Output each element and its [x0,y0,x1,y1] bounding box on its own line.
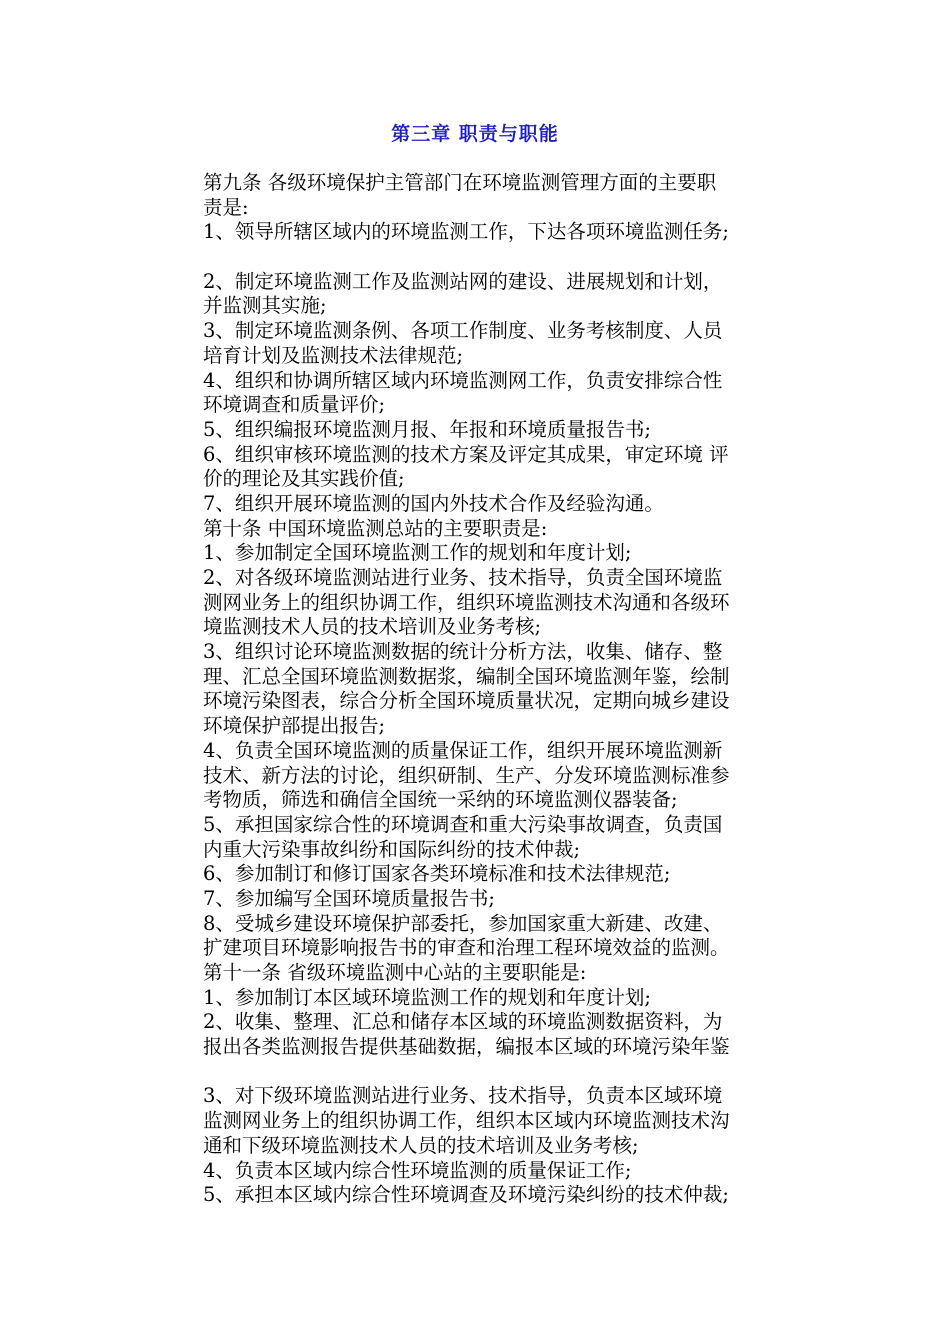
text-line: 1、领导所辖区域内的环境监测工作，下达各项环境监测任务; [203,220,729,244]
text-line: 3、对下级环境监测站进行业务、技术指导，负责本区域环境 [203,1084,723,1108]
text-line: 报出各类监测报告提供基础数据，编报本区域的环境污染年鉴 [203,1035,730,1059]
text-line: 价的理论及其实践价值; [203,467,405,491]
text-line: 4、组织和协调所辖区域内环境监测网工作，负责安排综合性 [203,368,723,392]
text-line: 2、制定环境监测工作及监测站网的建设、进展规划和计划， [203,269,723,293]
text-line: 并监测其实施; [203,294,327,318]
text-line: 测网业务上的组织协调工作，组织环境监测技术沟通和各级环 [203,590,730,614]
text-line: 环境污染图表，综合分析全国环境质量状况，定期向城乡建设 [203,689,730,713]
text-line: 6、参加制订和修订国家各类环境标准和技术法律规范; [203,862,671,886]
text-line: 7、参加编写全国环境质量报告书; [203,886,495,910]
text-line: 技术、新方法的讨论，组织研制、生产、分发环境监测标准参 [203,763,730,787]
text-line: 扩建项目环境影响报告书的审查和治理工程环境效益的监测。 [203,936,730,960]
text-line: 考物质，筛选和确信全国统一采纳的环境监测仪器装备; [203,788,678,812]
blank-line [203,1060,833,1085]
text-line: 8、受城乡建设环境保护部委托，参加国家重大新建、改建、 [203,911,723,935]
text-line: 4、负责本区域内综合性环境监测的质量保证工作; [203,1158,632,1182]
text-line: 5、承担本区域内综合性环境调查及环境污染纠纷的技术仲裁; [203,1183,729,1207]
body-text [203,171,833,1208]
text-line: 3、制定环境监测条例、各项工作制度、业务考核制度、人员 [203,319,723,343]
text-line: 通和下级环境监测技术人员的技术培训及业务考核; [203,1133,639,1157]
text-line: 境监测技术人员的技术培训及业务考核; [203,615,542,639]
text-line: 1、参加制订本区域环境监测工作的规划和年度计划; [203,985,651,1009]
text-line: 3、组织讨论环境监测数据的统计分析方法，收集、储存、整 [203,640,723,664]
text-line: 第九条 各级环境保护主管部门在环境监测管理方面的主要职 [203,171,717,194]
text-line: 责是: [203,195,249,219]
text-line: 培育计划及监测技术法律规范; [203,343,464,367]
text-line: 理、汇总全国环境监测数据浆，编制全国环境监测年鉴，绘制 [203,664,730,688]
chapter-title: 第三章 职责与职能 [391,123,559,145]
text-line: 环境保护部提出报告; [203,714,386,738]
blank-line [203,245,833,270]
text-line: 6、组织审核环境监测的技术方案及评定其成果，审定环境 评 [203,442,729,466]
text-line: 1、参加制定全国环境监测工作的规划和年度计划; [203,541,632,565]
text-line: 环境调查和质量评价; [203,393,386,417]
text-line: 监测网业务上的组织协调工作，组织本区域内环境监测技术沟 [203,1109,730,1133]
text-line: 2、对各级环境监测站进行业务、技术指导，负责全国环境监 [203,566,723,589]
text-line: 7、组织开展环境监测的国内外技术合作及经验沟通。 [203,491,664,515]
text-line: 第十一条 省级环境监测中心站的主要职能是: [203,961,587,984]
text-line: 2、收集、整理、汇总和储存本区域的环境监测数据资料，为 [203,1010,723,1034]
text-line: 内重大污染事故纠纷和国际纠纷的技术仲裁; [203,837,581,861]
text-line: 5、承担国家综合性的环境调查和重大污染事故调查，负责国 [203,812,723,836]
text-line: 第十条 中国环境监测总站的主要职责是: [203,516,548,540]
text-line: 4、负责全国环境监测的质量保证工作，组织开展环境监测新 [203,738,723,762]
text-line: 5、组织编报环境监测月报、年报和环境质量报告书; [203,417,651,441]
